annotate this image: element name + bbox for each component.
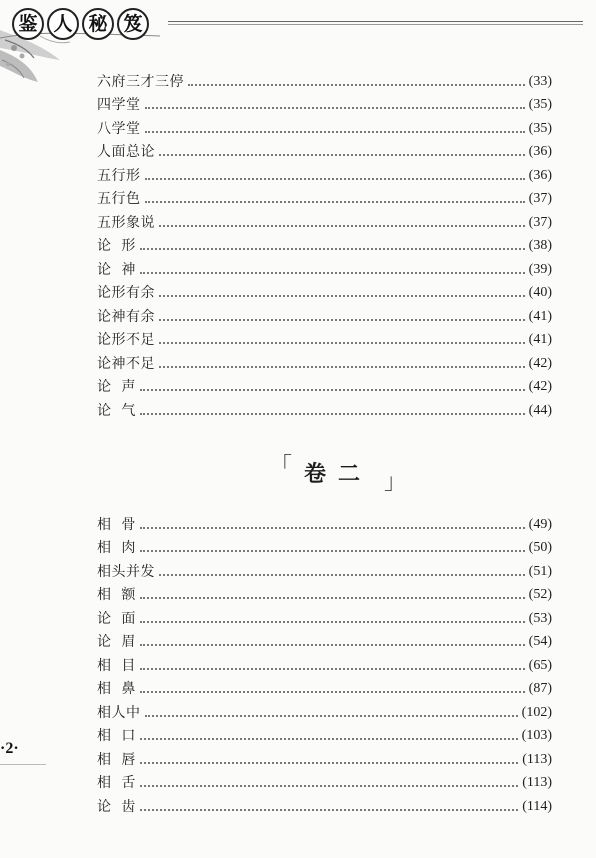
entry-page: (37)	[528, 215, 552, 230]
entry-page: (36)	[528, 144, 552, 159]
dot-leader	[145, 201, 525, 203]
dot-leader	[145, 715, 518, 717]
entry-title: 相 肉	[97, 540, 136, 556]
entry-title: 相 目	[97, 658, 136, 674]
dot-leader	[140, 668, 525, 670]
dot-leader	[145, 107, 525, 109]
toc-entry	[97, 208, 552, 230]
entry-title: 相人中	[97, 705, 141, 721]
entry-page: (52)	[528, 587, 552, 602]
toc-entry	[97, 255, 552, 277]
toc-entry	[97, 580, 552, 602]
entry-page: (53)	[528, 611, 552, 626]
toc-entry	[97, 372, 552, 394]
entry-page: (113)	[522, 752, 552, 767]
entry-title: 四学堂	[97, 97, 141, 113]
toc-entry	[97, 627, 552, 649]
toc-entry	[97, 67, 552, 89]
dot-leader	[159, 574, 525, 576]
entry-title: 相 额	[97, 587, 136, 603]
entry-title: 论形不足	[97, 332, 155, 348]
toc-entry	[97, 745, 552, 767]
entry-title: 论 眉	[97, 634, 136, 650]
entry-title: 五行形	[97, 168, 141, 184]
entry-page: (40)	[528, 285, 552, 300]
toc-entry	[97, 651, 552, 673]
dot-leader	[145, 178, 525, 180]
entry-title: 相 口	[97, 728, 136, 744]
toc-entry	[97, 768, 552, 790]
section-heading	[270, 454, 407, 495]
toc-entry	[97, 231, 552, 253]
title-char: 笈	[117, 8, 149, 40]
entry-page: (42)	[528, 356, 552, 371]
dot-leader	[140, 550, 525, 552]
header-rule	[168, 24, 583, 25]
entry-page: (41)	[528, 332, 552, 347]
toc-entry	[97, 557, 552, 579]
dot-leader	[140, 413, 525, 415]
entry-title: 论 神	[97, 262, 136, 278]
toc-entry	[97, 604, 552, 626]
toc-entry	[97, 137, 552, 159]
dot-leader	[188, 84, 525, 86]
toc-entry	[97, 674, 552, 696]
toc-entry	[97, 396, 552, 418]
entry-title: 相头并发	[97, 564, 155, 580]
page-number-rule	[0, 764, 46, 765]
page-number: ·2·	[0, 740, 19, 757]
entry-title: 论 齿	[97, 799, 136, 815]
dot-leader	[140, 809, 518, 811]
entry-title: 相 鼻	[97, 681, 136, 697]
entry-page: (113)	[522, 775, 552, 790]
book-title	[12, 8, 149, 40]
corner-bracket-close: 」	[384, 470, 407, 495]
entry-title: 论 声	[97, 379, 136, 395]
entry-page: (87)	[528, 681, 552, 696]
entry-page: (37)	[528, 191, 552, 206]
dot-leader	[140, 785, 518, 787]
entry-page: (102)	[521, 705, 552, 720]
entry-page: (51)	[528, 564, 552, 579]
entry-page: (54)	[528, 634, 552, 649]
toc-entry	[97, 90, 552, 112]
entry-page: (38)	[528, 238, 552, 253]
dot-leader	[140, 762, 518, 764]
toc-entry	[97, 161, 552, 183]
toc-entry	[97, 510, 552, 532]
toc-entry	[97, 114, 552, 136]
toc-entry	[97, 721, 552, 743]
title-char: 鉴	[12, 8, 44, 40]
toc-entry	[97, 349, 552, 371]
dot-leader	[159, 225, 525, 227]
dot-leader	[140, 527, 525, 529]
entry-title: 六府三才三停	[97, 74, 184, 90]
entry-title: 相 舌	[97, 775, 136, 791]
dot-leader	[140, 389, 525, 391]
title-char: 人	[47, 8, 79, 40]
entry-title: 论神有余	[97, 309, 155, 325]
dot-leader	[159, 319, 525, 321]
toc-entry	[97, 302, 552, 324]
dot-leader	[140, 248, 525, 250]
dot-leader	[140, 691, 525, 693]
entry-title: 论神不足	[97, 356, 155, 372]
entry-page: (35)	[528, 121, 552, 136]
entry-page: (103)	[521, 728, 552, 743]
dot-leader	[140, 621, 525, 623]
entry-page: (50)	[528, 540, 552, 555]
toc-entry	[97, 278, 552, 300]
entry-page: (65)	[528, 658, 552, 673]
toc-entry	[97, 325, 552, 347]
dot-leader	[140, 644, 525, 646]
dot-leader	[145, 131, 525, 133]
entry-title: 五形象说	[97, 215, 155, 231]
toc-entry	[97, 698, 552, 720]
entry-page: (36)	[528, 168, 552, 183]
entry-title: 八学堂	[97, 121, 141, 137]
entry-title: 相 骨	[97, 517, 136, 533]
entry-page: (39)	[528, 262, 552, 277]
toc-entry	[97, 533, 552, 555]
header-rule	[168, 21, 583, 22]
entry-title: 人面总论	[97, 144, 155, 160]
entry-page: (41)	[528, 309, 552, 324]
dot-leader	[159, 154, 525, 156]
entry-page: (42)	[528, 379, 552, 394]
entry-title: 相 唇	[97, 752, 136, 768]
dot-leader	[159, 342, 525, 344]
corner-bracket-open: 「	[270, 454, 293, 479]
toc-entry	[97, 184, 552, 206]
entry-page: (33)	[528, 74, 552, 89]
dot-leader	[140, 272, 525, 274]
title-char: 秘	[82, 8, 114, 40]
entry-page: (114)	[522, 799, 552, 814]
entry-page: (49)	[528, 517, 552, 532]
entry-page: (44)	[528, 403, 552, 418]
toc-entry	[97, 792, 552, 814]
entry-page: (35)	[528, 97, 552, 112]
section-heading-text: 卷二	[304, 461, 373, 487]
entry-title: 五行色	[97, 191, 141, 207]
dot-leader	[140, 597, 525, 599]
entry-title: 论 形	[97, 238, 136, 254]
entry-title: 论 面	[97, 611, 136, 627]
entry-title: 论形有余	[97, 285, 155, 301]
dot-leader	[159, 366, 525, 368]
dot-leader	[159, 295, 525, 297]
entry-title: 论 气	[97, 403, 136, 419]
dot-leader	[140, 738, 518, 740]
